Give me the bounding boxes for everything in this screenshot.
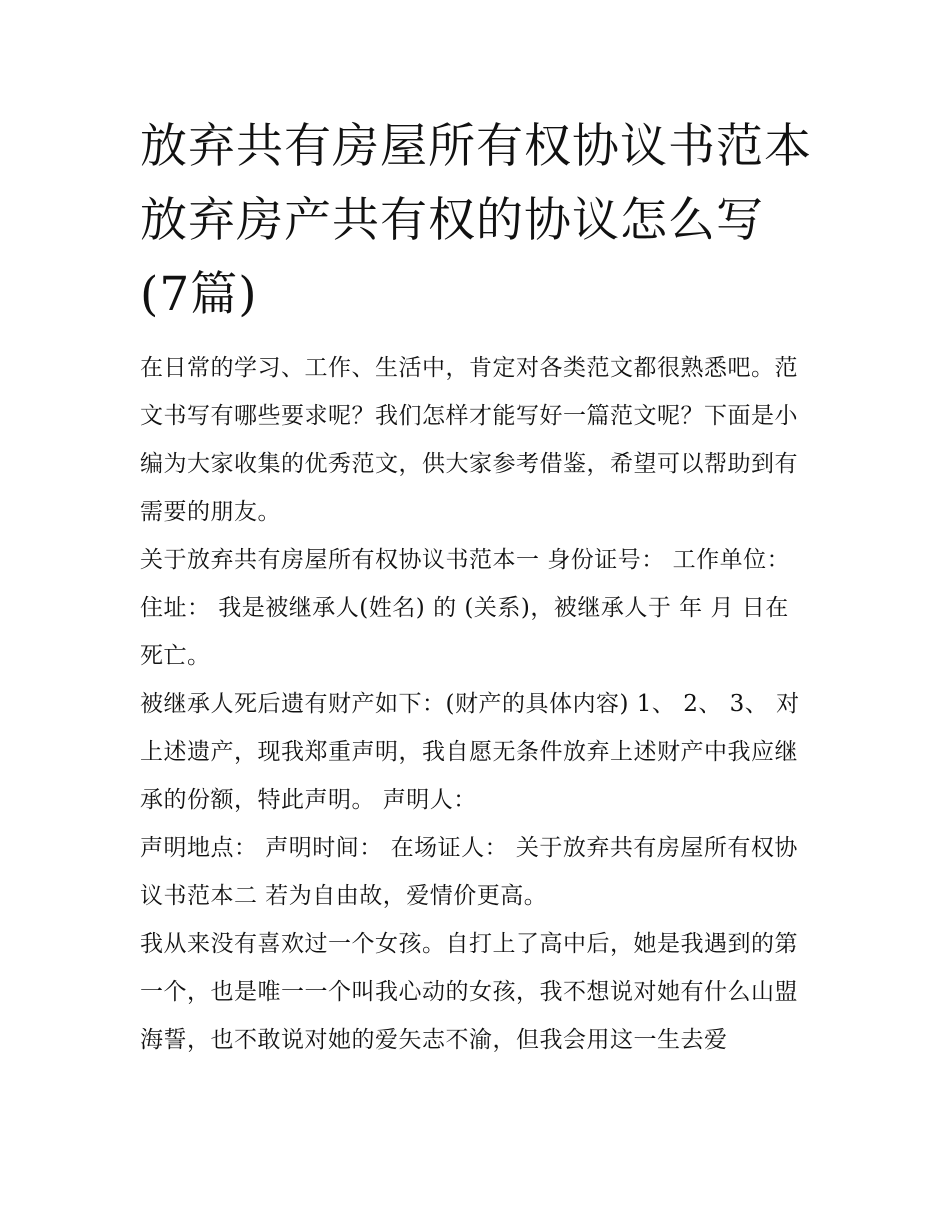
paragraph-sample-one: 关于放弃共有房屋所有权协议书范本一 身份证号： 工作单位： 住址： 我是被继承人(姓名) 的 (关系)，被继承人于 年 月 日在 死亡。 [140, 547, 791, 669]
paragraph-declaration: 声明地点： 声明时间： 在场证人： 关于放弃共有房屋所有权协议书范本二 若为自由故，爱情价更高。 [140, 835, 798, 909]
paragraph-intro: 在日常的学习、工作、生活中，肯定对各类范文都很熟悉吧。范文书写有哪些要求呢？我们怎样才能写好一篇范文呢？下面是小编为大家收集的优秀范文，供大家参考借鉴，希望可以帮助到有需要的朋友。 [140, 355, 798, 525]
document-page [140, 110, 812, 1064]
paragraph-story: 我从来没有喜欢过一个女孩。自打上了高中后，她是我遇到的第一个，也是唯一一个叫我心动的女孩，我不想说对她有什么山盟海誓，也不敢说对她的爱矢志不渝，但我会用这一生去爱 [140, 931, 798, 1053]
paragraph-estate: 被继承人死后遗有财产如下：(财产的具体内容) 1、 2、 3、 对上述遗产，现我郑重声明，我自愿无条件放弃上述财产中我应继承的份额，特此声明。 声明人： [140, 691, 800, 813]
document-title: 放弃共有房屋所有权协议书范本 放弃房产共有权的协议怎么写(7篇) [140, 119, 812, 322]
